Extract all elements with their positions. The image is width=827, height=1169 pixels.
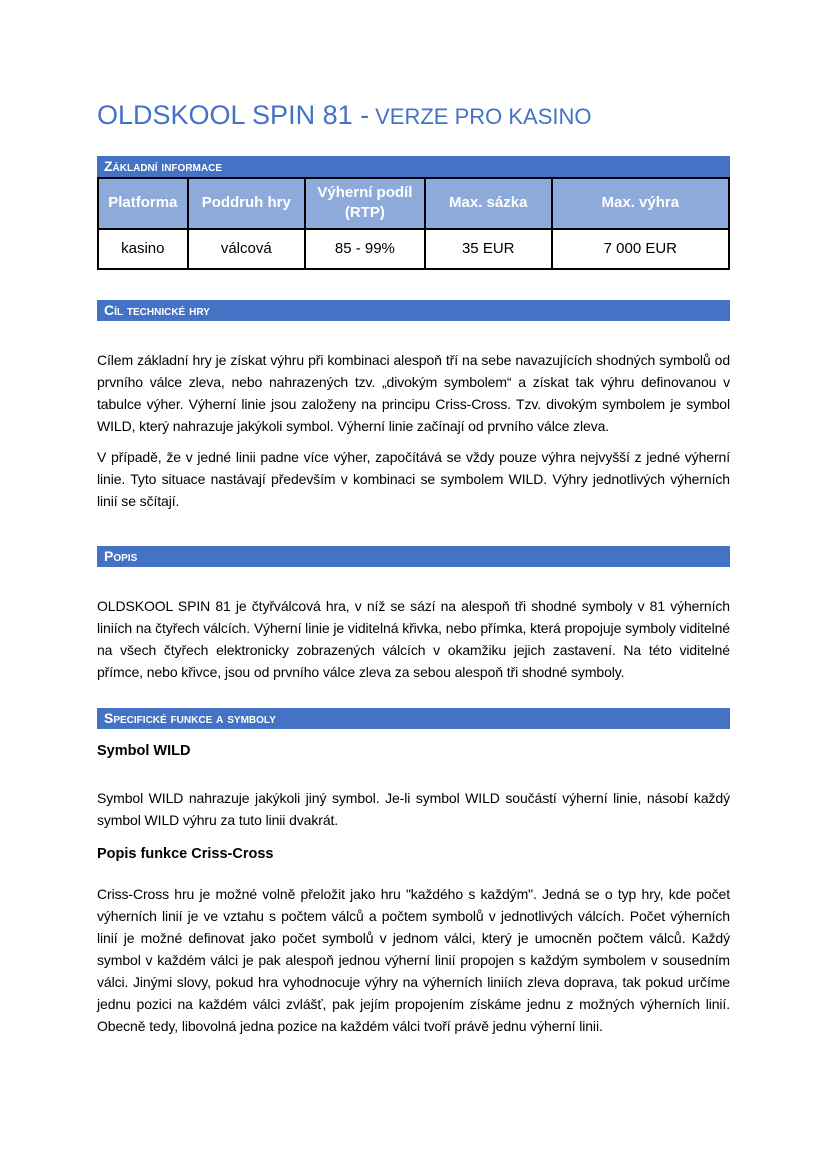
section-header-popis: Popis bbox=[97, 546, 730, 567]
table-cell-platforma: kasino bbox=[98, 229, 188, 269]
table-cell-vyherni-podil: 85 - 99% bbox=[305, 229, 425, 269]
section-header-specificke-funkce: Specifické funkce a symboly bbox=[97, 708, 730, 729]
section-header-zakladni-informace: Základní informace bbox=[97, 156, 730, 177]
basic-info-table bbox=[97, 177, 730, 270]
page-title bbox=[97, 0, 730, 133]
paragraph-symbol-wild: Symbol WILD nahrazuje jakýkoli jiný symbol. Je-li symbol WILD součástí výherní linie, násobí každý symbol WILD výhru za tuto linii dvakrát. bbox=[97, 789, 730, 828]
subheading-criss-cross: Popis funkce Criss-Cross bbox=[97, 845, 274, 862]
section-header-cil-technicke-hry: Cíl technické hry bbox=[97, 300, 730, 321]
table-header-row bbox=[98, 178, 729, 229]
document-content bbox=[97, 0, 730, 1037]
subheading-symbol-wild: Symbol WILD bbox=[97, 742, 191, 759]
paragraph-popis: OLDSKOOL SPIN 81 je čtyřválcová hra, v níž se sází na alespoň tři shodné symboly v 81 výherních liniích na čtyřech válcích. Výherní linie je viditelná křivka, nebo přímka, která propojuje symboly viditelné na všech čtyřech elektronicky zobrazených válcích v okamžiku jejich zastavení. Na této viditelné přímce, nebo křivce, jsou od prvního válce zleva za sebou alespoň tři shodné symboly. bbox=[97, 597, 730, 680]
table-header-vyherni-podil: Výherní podíl (RTP) bbox=[305, 178, 425, 229]
paragraph-cil-1: Cílem základní hry je získat výhru při kombinaci alespoň tří na sebe navazujících shodných symbolů od prvního válce zleva, nebo nahrazených tzv. „divokým symbolem“ a získat tak výhru definovanou v tabulce výher. Výherní linie jsou založeny na principu Criss-Cross. Tzv. divokým symbolem je symbol WILD, který nahrazuje jakýkoli symbol. Výherní linie začínají od prvního válce zleva. bbox=[97, 351, 730, 434]
table-header-max-vyhra: Max. výhra bbox=[552, 178, 729, 229]
table-header-max-sazka: Max. sázka bbox=[425, 178, 552, 229]
page-title-main: OLDSKOOL SPIN 81 - bbox=[97, 100, 370, 130]
table-cell-max-sazka: 35 EUR bbox=[425, 229, 552, 269]
paragraph-cil-2: V případě, že v jedné linii padne více výher, započítává se vždy pouze výhra nejvyšší z jedné výherní linie. Tyto situace nastávají především v kombinaci se symbolem WILD. Výhry jednotlivých výherních linií se sčítají. bbox=[97, 448, 730, 509]
paragraph-criss-cross: Criss-Cross hru je možné volně přeložit jako hru "každého s každým". Jedná se o typ hry, kde počet výherních linií je ve vztahu s počtem válců a počtem symbolů v jednotlivých válcích. Počet výherních linií je možné definovat jako počet symbolů v jednom válci, který je umocněn počtem válců. Každý symbol v každém válci je pak alespoň jednou výherní linií propojen s každým symbolem v sousedním válci. Jinými slovy, pokud hra vyhodnocuje výhry na výherních liniích zleva doprava, tak pokud určíme jednu pozici na každém válci zvlášť, pak jejím propojením získáme jednu z možných výherních linií. Obecně tedy, libovolná jedna pozice na každém válci tvoří právě jednu výherní linii. bbox=[97, 885, 730, 1034]
table-cell-poddruh-hry: válcová bbox=[188, 229, 305, 269]
table-header-poddruh-hry: Poddruh hry bbox=[188, 178, 305, 229]
page-title-subtitle: VERZE PRO KASINO bbox=[375, 104, 592, 129]
table-cell-max-vyhra: 7 000 EUR bbox=[552, 229, 729, 269]
table-row bbox=[98, 229, 729, 269]
table-header-platforma: Platforma bbox=[98, 178, 188, 229]
